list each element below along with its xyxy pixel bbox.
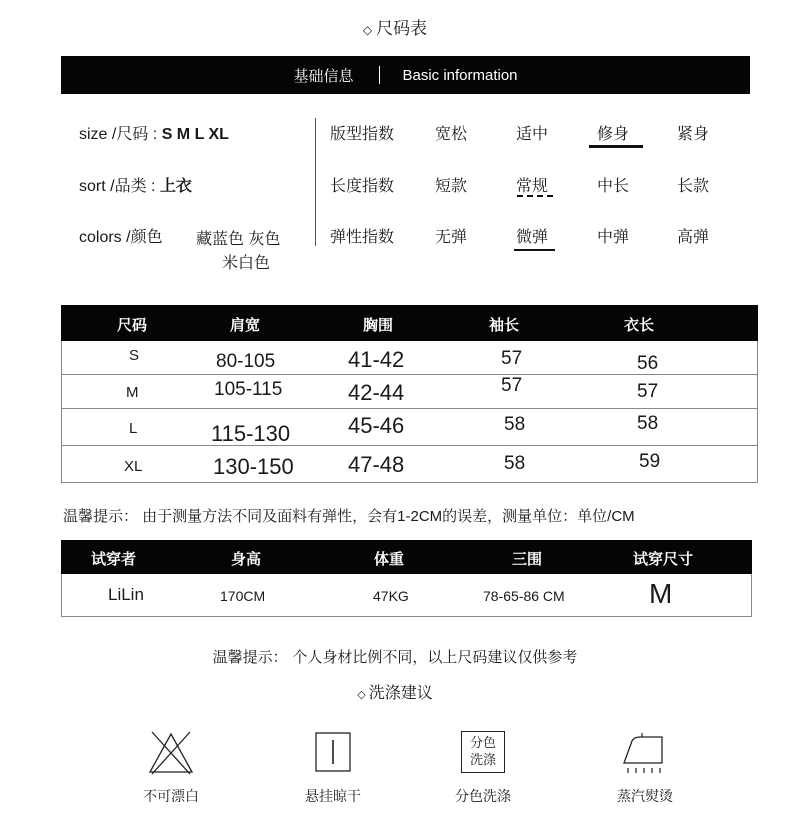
size-info	[79, 121, 229, 144]
colors-label: colors /颜色	[79, 229, 163, 246]
cell-length: 57	[637, 381, 659, 402]
length-option-mid: 中长	[597, 176, 630, 195]
cell-shoulder: 130-150	[213, 454, 294, 479]
colors-value-line2: 米白色	[222, 255, 271, 272]
length-selected-underline	[517, 195, 553, 197]
cell-chest: 42-44	[348, 380, 405, 405]
header-chest: 胸围	[363, 316, 394, 334]
fit-index-label: 版型指数	[330, 124, 395, 143]
header-length: 衣长	[624, 316, 655, 334]
header-tester: 试穿者	[91, 550, 137, 568]
cell-chest: 45-46	[348, 413, 405, 438]
header-shoulder: 肩宽	[230, 316, 261, 334]
cell-try-size: M	[649, 578, 673, 609]
cell-sleeve: 58	[504, 414, 526, 435]
cell-sleeve: 57	[501, 348, 523, 369]
care-item-wash-separately	[428, 726, 538, 806]
size-table	[61, 305, 758, 483]
sort-label: sort /品类 :	[79, 178, 160, 195]
fit-option-slim: 修身	[597, 124, 630, 143]
care-item-hang-dry	[278, 726, 388, 806]
colors-info	[79, 224, 163, 247]
care-item-steam-iron	[590, 726, 700, 806]
care-item-no-bleach	[116, 726, 226, 806]
table-row	[61, 375, 758, 409]
header-try-size: 试穿尺寸	[633, 550, 694, 568]
size-value: S M L XL	[161, 126, 229, 143]
no-bleach-icon	[116, 726, 226, 778]
cell-shoulder: 105-115	[214, 379, 283, 400]
title-text: 尺码表	[376, 19, 428, 39]
cell-chest: 47-48	[348, 452, 405, 477]
table-row	[61, 341, 758, 375]
table-row	[61, 409, 758, 446]
cell-measurements: 78-65-86 CM	[483, 588, 565, 604]
wash-separately-icon	[428, 726, 538, 778]
bar-en-label: Basic information	[402, 66, 518, 84]
header-sleeve: 袖长	[489, 316, 520, 334]
bar-divider	[379, 66, 380, 84]
colors-value-line1: 藏蓝色 灰色	[196, 231, 281, 248]
length-index-label: 长度指数	[330, 176, 395, 195]
stretch-option-high: 高弹	[677, 227, 710, 246]
cell-chest: 41-42	[348, 347, 405, 372]
cell-size: M	[126, 384, 139, 401]
diamond-icon: ◇	[362, 23, 373, 37]
sort-info	[79, 173, 192, 196]
wash-title	[0, 680, 790, 703]
size-label: size /尺码 :	[79, 126, 162, 143]
cell-shoulder: 80-105	[216, 351, 276, 372]
header-size: 尺码	[117, 316, 148, 334]
steam-iron-icon	[590, 726, 700, 778]
fit-option-tight: 紧身	[677, 124, 710, 143]
stretch-selected-underline	[514, 249, 555, 251]
cell-height: 170CM	[220, 588, 266, 604]
cell-sleeve: 58	[504, 453, 526, 474]
stretch-index-label: 弹性指数	[330, 227, 395, 246]
length-option-regular: 常规	[516, 176, 549, 195]
cell-size: L	[129, 420, 138, 437]
header-measurements: 三围	[512, 550, 543, 568]
hang-dry-label: 悬挂晾干	[305, 789, 361, 805]
bar-cn-label: 基础信息	[293, 66, 354, 85]
try-on-table	[61, 540, 752, 617]
hang-dry-icon	[278, 726, 388, 778]
page-title	[0, 14, 790, 39]
measurement-tip: 温馨提示： 由于测量方法不同及面料有弹性，会有1-2CM的误差，测量单位：单位/CM	[63, 508, 635, 525]
try-on-header	[61, 540, 752, 574]
fit-selected-underline	[589, 145, 643, 148]
cell-shoulder: 115-130	[211, 421, 291, 446]
cell-length: 59	[639, 451, 661, 472]
cell-size: XL	[124, 458, 143, 475]
fit-option-loose: 宽松	[435, 124, 468, 143]
reference-tip: 温馨提示： 个人身材比例不同，以上尺码建议仅供参考	[212, 648, 578, 666]
fit-option-regular: 适中	[516, 124, 549, 143]
stretch-option-slight: 微弹	[516, 227, 549, 246]
length-option-short: 短款	[435, 176, 468, 195]
cell-length: 58	[637, 413, 659, 434]
cell-tester: LiLin	[108, 585, 144, 604]
cell-size: S	[129, 347, 140, 364]
wash-title-text: 洗涤建议	[368, 683, 433, 702]
cell-length: 56	[637, 353, 659, 374]
sort-value: 上衣	[159, 178, 192, 195]
stretch-option-none: 无弹	[435, 227, 468, 246]
table-row	[61, 446, 758, 483]
table-row	[61, 574, 752, 617]
length-option-long: 长款	[677, 176, 710, 195]
stretch-option-medium: 中弹	[597, 227, 630, 246]
info-divider	[315, 118, 316, 246]
wash-icon-text-2: 洗涤	[469, 753, 496, 768]
steam-iron-label: 蒸汽熨烫	[617, 789, 673, 805]
no-bleach-label: 不可漂白	[143, 789, 199, 805]
wash-icon-text-1: 分色	[469, 736, 496, 751]
diamond-icon: ◇	[357, 688, 366, 701]
size-table-header	[61, 305, 758, 341]
wash-separately-label: 分色洗涤	[455, 789, 511, 805]
cell-sleeve: 57	[501, 375, 523, 396]
header-height: 身高	[231, 550, 262, 568]
header-weight: 体重	[374, 550, 405, 568]
basic-info-bar	[61, 56, 750, 94]
cell-weight: 47KG	[373, 588, 409, 604]
